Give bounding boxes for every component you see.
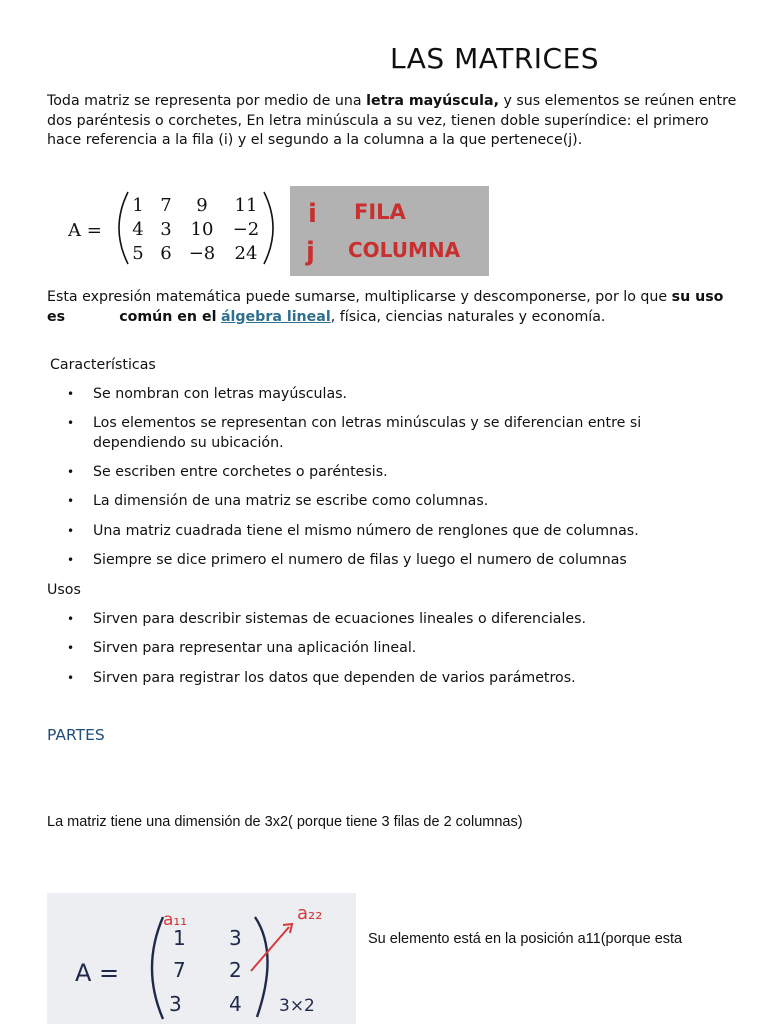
list-item: • Una matriz cuadrada tiene el mismo número de renglones que de columnas.	[47, 522, 737, 542]
hw-cell: 4	[229, 992, 242, 1016]
dimension-text: La matriz tiene una dimensión de 3x2( porque tiene 3 filas de 2 columnas)	[47, 814, 523, 830]
intro-paragraph	[47, 92, 737, 151]
matrix-cell: 9	[196, 195, 208, 216]
list-item: • Los elementos se representan con letras minúsculas y se diferencian entre si dependiendo su ubicación.	[47, 414, 737, 453]
j-letter: j	[306, 237, 315, 267]
fila-label: FILA	[354, 200, 406, 224]
expression-paragraph	[47, 288, 737, 327]
position-text: Su elemento está en la posición a11(porque esta	[368, 931, 683, 947]
caracteristicas-heading: Características	[50, 357, 156, 373]
matrix-cell: 4	[132, 219, 144, 240]
usos-list	[47, 610, 737, 698]
matrix-cell: 11	[234, 195, 258, 216]
hw-cell: 2	[229, 958, 242, 982]
matrix-cell: 10	[190, 219, 214, 240]
list-item: • Se nombran con letras mayúsculas.	[47, 385, 737, 405]
fila-columna-image	[290, 186, 489, 276]
hw-dim: 3×2	[279, 996, 315, 1016]
handwritten-label: A =	[75, 959, 120, 987]
matrix-example	[66, 188, 280, 268]
expr-text-1: Esta expresión matemática puede sumarse, multiplicarse y descomponerse, por lo que	[47, 289, 672, 305]
expr-gap	[65, 309, 119, 325]
hw-a11: a₁₁	[163, 910, 188, 930]
i-letter: i	[308, 199, 317, 229]
expr-bold-2: común en el	[119, 308, 217, 325]
matrix-cell: 24	[234, 243, 258, 264]
expr-bold-1: su uso es	[47, 289, 724, 325]
intro-text-1: Toda matriz se representa por medio de una	[47, 93, 367, 109]
columna-label: COLUMNA	[348, 238, 461, 262]
caracteristicas-list	[47, 385, 737, 580]
list-item: • Se escriben entre corchetes o paréntesis.	[47, 463, 737, 483]
intro-text-2: y sus elementos se reúnen entre dos paréntesis o corchetes, En letra minúscula a su vez, tienen doble superíndice: el primero hace referencia a la fila (i) y el segundo a la columna a la que pertenece(j).	[47, 93, 737, 148]
list-item: • La dimensión de una matriz se escribe como columnas.	[47, 492, 737, 512]
hw-a22: a₂₂	[297, 903, 323, 924]
matrix-cell: 1	[132, 195, 144, 216]
algebra-lineal-link[interactable]: álgebra lineal	[220, 308, 331, 325]
partes-heading: PARTES	[47, 726, 105, 744]
intro-bold: letra mayúscula,	[366, 93, 499, 109]
matrix-cell: 6	[160, 243, 172, 264]
hw-cell: 3	[229, 926, 242, 950]
matrix-cell: −2	[232, 219, 260, 240]
matrix-label: A =	[68, 220, 102, 241]
matrix-cell: 3	[160, 219, 172, 240]
list-item: • Siempre se dice primero el numero de filas y luego el numero de columnas	[47, 551, 737, 571]
list-item: • Sirven para representar una aplicación lineal.	[47, 639, 737, 659]
matrix-cell: 5	[132, 243, 144, 264]
list-item: • Sirven para describir sistemas de ecuaciones lineales o diferenciales.	[47, 610, 737, 630]
expr-text-2: , física, ciencias naturales y economía.	[330, 308, 606, 325]
hw-cell: 7	[173, 958, 186, 982]
usos-heading: Usos	[47, 582, 81, 598]
page-title: LAS MATRICES	[390, 42, 600, 75]
hw-cell: 1	[173, 926, 186, 950]
list-item: • Sirven para registrar los datos que dependen de varios parámetros.	[47, 669, 737, 689]
matrix-cell: 7	[160, 195, 172, 216]
matrix-cell: −8	[188, 243, 216, 264]
hw-cell: 3	[169, 992, 182, 1016]
handwritten-matrix-image	[47, 893, 356, 1024]
